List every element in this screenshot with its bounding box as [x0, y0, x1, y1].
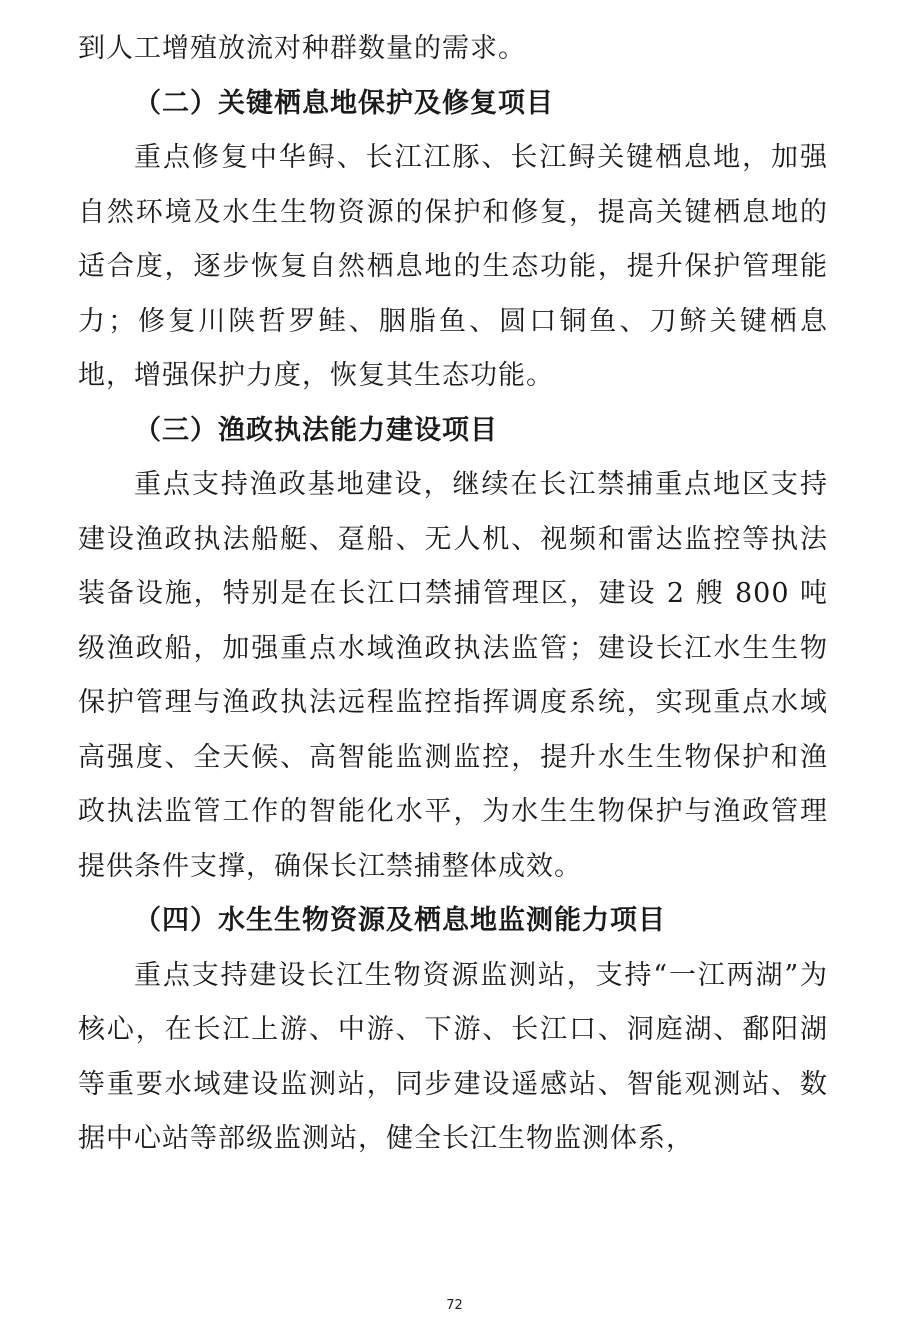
paragraph-monitoring: 重点支持建设长江生物资源监测站，支持“一江两湖”为核心，在长江上游、中游、下游、长江口、洞庭湖、鄱阳湖等重要水域建设监测站，同步建设遥感站、智能观测站、数据中心站等部级监测站，健全长江生物监测体系，	[78, 959, 828, 1154]
paragraph-fishery-enforcement: 重点支持渔政基地建设，继续在长江禁捕重点地区支持建设渔政执法船艇、趸船、无人机、视频和雷达监控等执法装备设施，特别是在长江口禁捕管理区，建设 2 艘 800 吨级渔政船，加强重点水域渔政执法监管；建设长江水生生物保护管理与渔政执法远程监控指挥调度系统，实现重点水域高强度、全天候、高智能监测监控，提升水生生物保护和渔政执法监管工作的智能化水平，为水生生物保护与渔政管理提供条件支撑，确保长江禁捕整体成效。	[78, 469, 828, 882]
paragraph-intro-tail: 到人工增殖放流对种群数量的需求。	[78, 33, 526, 64]
section-heading-2: （二）关键栖息地保护及修复项目	[134, 87, 554, 119]
document-page	[78, 22, 828, 1167]
section-heading-3: （三）渔政执法能力建设项目	[134, 414, 498, 446]
section-heading-4: （四）水生生物资源及栖息地监测能力项目	[134, 905, 666, 936]
paragraph-habitat-restoration: 重点修复中华鲟、长江江豚、长江鲟关键栖息地，加强自然环境及水生生物资源的保护和修复，提高关键栖息地的适合度，逐步恢复自然栖息地的生态功能，提升保护管理能力；修复川陕哲罗鲑、胭脂鱼、圆口铜鱼、刀鲚关键栖息地，增强保护力度，恢复其生态功能。	[78, 142, 828, 391]
page-number: 72	[446, 1298, 463, 1313]
